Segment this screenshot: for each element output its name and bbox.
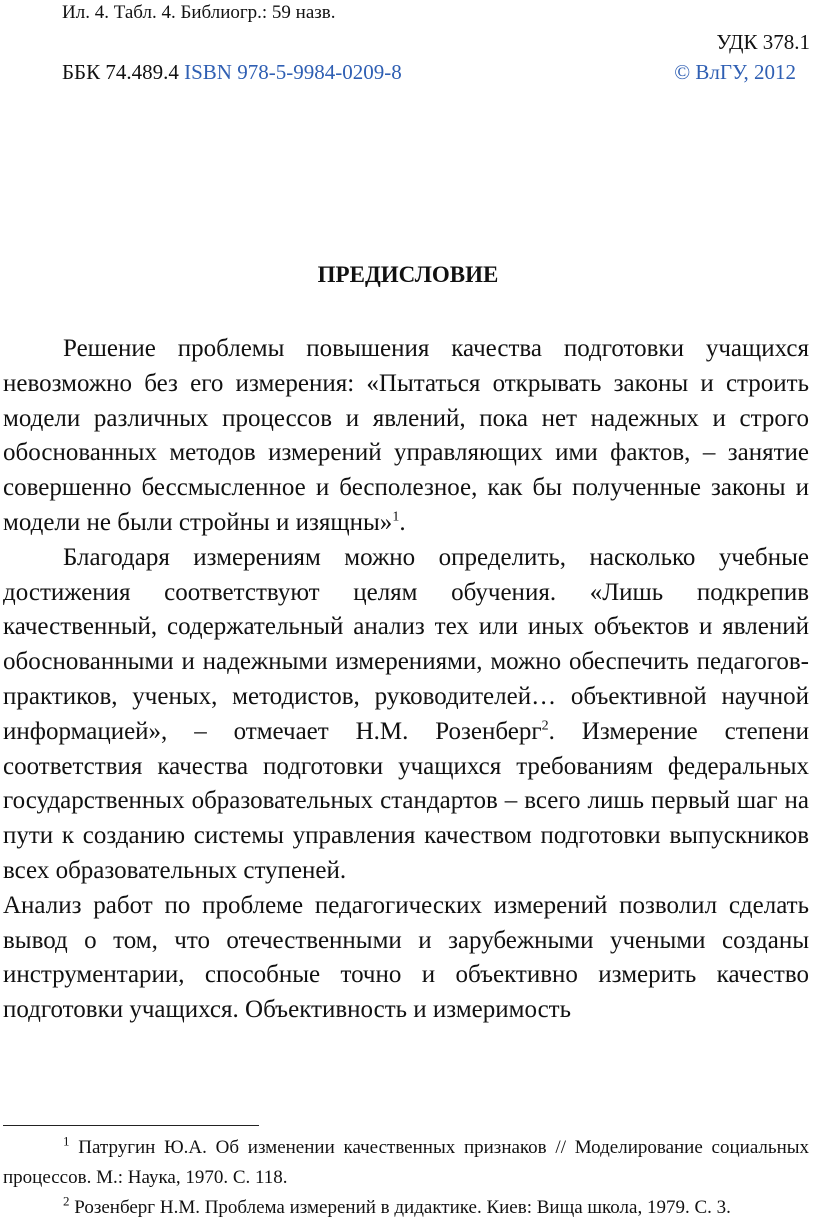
footnote-2-text: Розенберг Н.М. Проблема измерений в дидактике. Киев: Вища школа, 1979. С. 3.: [74, 1197, 731, 1218]
footnote-ref-2: 2: [541, 718, 549, 734]
footnote-1: [3, 1133, 809, 1193]
udk-code: УДК 378.1: [716, 30, 810, 54]
bbk-code: ББК 74.489.4: [62, 60, 179, 84]
footnote-2: [3, 1193, 809, 1223]
bbk-isbn-row: [62, 60, 402, 85]
footnote-2-number: 2: [63, 1193, 70, 1209]
isbn-code: ISBN 978-5-9984-0209-8: [184, 60, 402, 84]
footnote-divider: [3, 1125, 259, 1126]
paragraph-2-text: Благодаря измерениям можно определить, насколько учебные достижения соответствуют целям обучения. «Лишь подкрепив качественный, содержательный анализ тех или иных объектов и явлений обоснованными и надежными измерениями, можно обеспечить педагогов-практиков, ученых, методистов, руководителей… объективной научной информацией», – отмечает Н.М. Розенберг: [3, 543, 809, 745]
body-text: [3, 332, 809, 1028]
footnotes: [3, 1133, 809, 1223]
paragraph-1-text: Решение проблемы повышения качества подготовки учащихся невозможно без его измерения: «Пытаться открывать законы и строить модели различных процессов и явлений, пока нет надежных и строго обоснованных методов измерений управляющих ими фактов, – занятие совершенно бессмысленное и бесполезное, как бы полученные законы и модели не были стройны и изящны»: [3, 335, 809, 536]
paragraph-1-end: .: [399, 508, 406, 536]
paragraph-1: [3, 332, 809, 541]
page-title: ПРЕДИСЛОВИЕ: [317, 262, 499, 287]
paragraph-3: Анализ работ по проблеме педагогических измерений позволил сделать вывод о том, что отечественными и зарубежными учеными созданы инструментарии, способные точно и объективно измерить качество подготовки учащихся. Объективность и измеримость: [3, 891, 809, 1024]
footnote-ref-1: 1: [392, 509, 400, 525]
footnote-1-text: Патругин Ю.А. Об изменении качественных признаков // Моделирование социальных процессов. М.: Наука, 1970. С. 118.: [3, 1137, 809, 1188]
illustration-info: Ил. 4. Табл. 4. Библиогр.: 59 назв.: [62, 2, 336, 23]
paragraph-2: [3, 541, 809, 889]
footnote-1-number: 1: [63, 1133, 70, 1149]
paragraph-2-end: . Измерение степени соответствия качества подготовки учащихся требованиям федеральных государственных образовательных стандартов – всего лишь первый шаг на пути к созданию системы управления качеством подготовки выпускников всех образовательных ступеней.: [3, 717, 810, 884]
copyright: © ВлГУ, 2012: [674, 60, 796, 84]
